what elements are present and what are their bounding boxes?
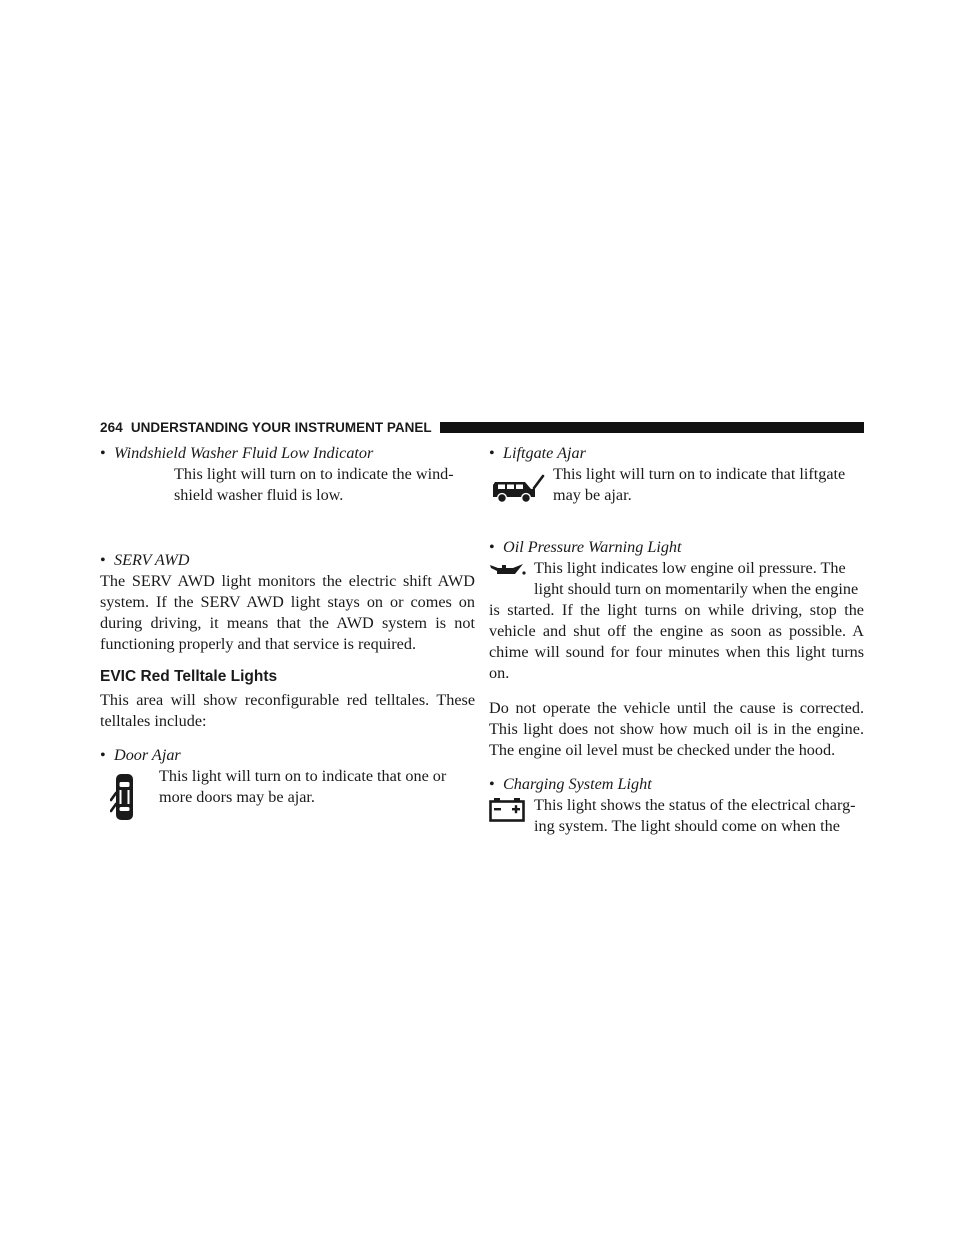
oil-title [489,537,864,558]
liftgate-title [489,443,864,464]
oil-body: is started. If the light turns on while driving, stop the vehicle and shut off the engine as soon as possible. A chime will sound for four minutes when this light turns on. [489,601,864,682]
bullet: • [100,551,106,569]
charging-title [489,774,864,795]
bullet: • [100,746,106,764]
charging-title-text: Charging System Light [503,775,652,793]
liftgate-line-2: may be ajar. [553,486,632,504]
door-ajar-title-text: Door Ajar [114,746,181,764]
charging-line-1: This light shows the status of the electrical charg- [534,796,856,814]
liftgate-line-1: This light will turn on to indicate that liftgate [553,465,846,483]
page-number: 264 [100,419,123,435]
page-header [100,419,864,435]
oil-line-1: This light indicates low engine oil pressure. The [534,559,846,577]
evic-heading: EVIC Red Telltale Lights [100,668,278,685]
left-column [100,443,475,808]
right-column [489,443,864,837]
serv-awd-title [100,550,475,571]
washer-title [100,443,475,464]
washer-line-1: This light will turn on to indicate the wind- [174,465,454,483]
door-ajar-line-2: more doors may be ajar. [159,788,315,806]
bullet: • [489,538,495,556]
oil-can-icon [489,562,527,578]
section-title: UNDERSTANDING YOUR INSTRUMENT PANEL [130,419,432,435]
evic-body: This area will show reconfigurable red telltales. These telltales include: [100,691,475,730]
bullet: • [100,444,106,462]
washer-line-2: shield washer fluid is low. [174,486,344,504]
bullet: • [489,444,495,462]
serv-awd-title-text: SERV AWD [114,551,190,569]
oil-para-2: Do not operate the vehicle until the cause is corrected. This light does not show how much oil is in the engine. The engine oil level must be checked under the hood. [489,699,864,759]
header-rule [440,422,864,433]
washer-title-text: Windshield Washer Fluid Low Indicator [114,444,374,462]
serv-awd-body: The SERV AWD light monitors the electric shift AWD system. If the SERV AWD light stays on or comes on during driving, it means that the AWD system is not functioning properly and that service is required. [100,572,475,653]
oil-line-2: light should turn on momentarily when the engine [534,580,859,598]
liftgate-title-text: Liftgate Ajar [503,444,586,462]
charging-line-2: ing system. The light should come on when the [534,817,840,835]
battery-icon [489,797,525,823]
liftgate-ajar-icon [491,474,547,504]
door-ajar-icon [110,773,140,821]
oil-title-text: Oil Pressure Warning Light [503,538,682,556]
door-ajar-title [100,745,475,766]
bullet: • [489,775,495,793]
door-ajar-line-1: This light will turn on to indicate that one or [159,767,447,785]
